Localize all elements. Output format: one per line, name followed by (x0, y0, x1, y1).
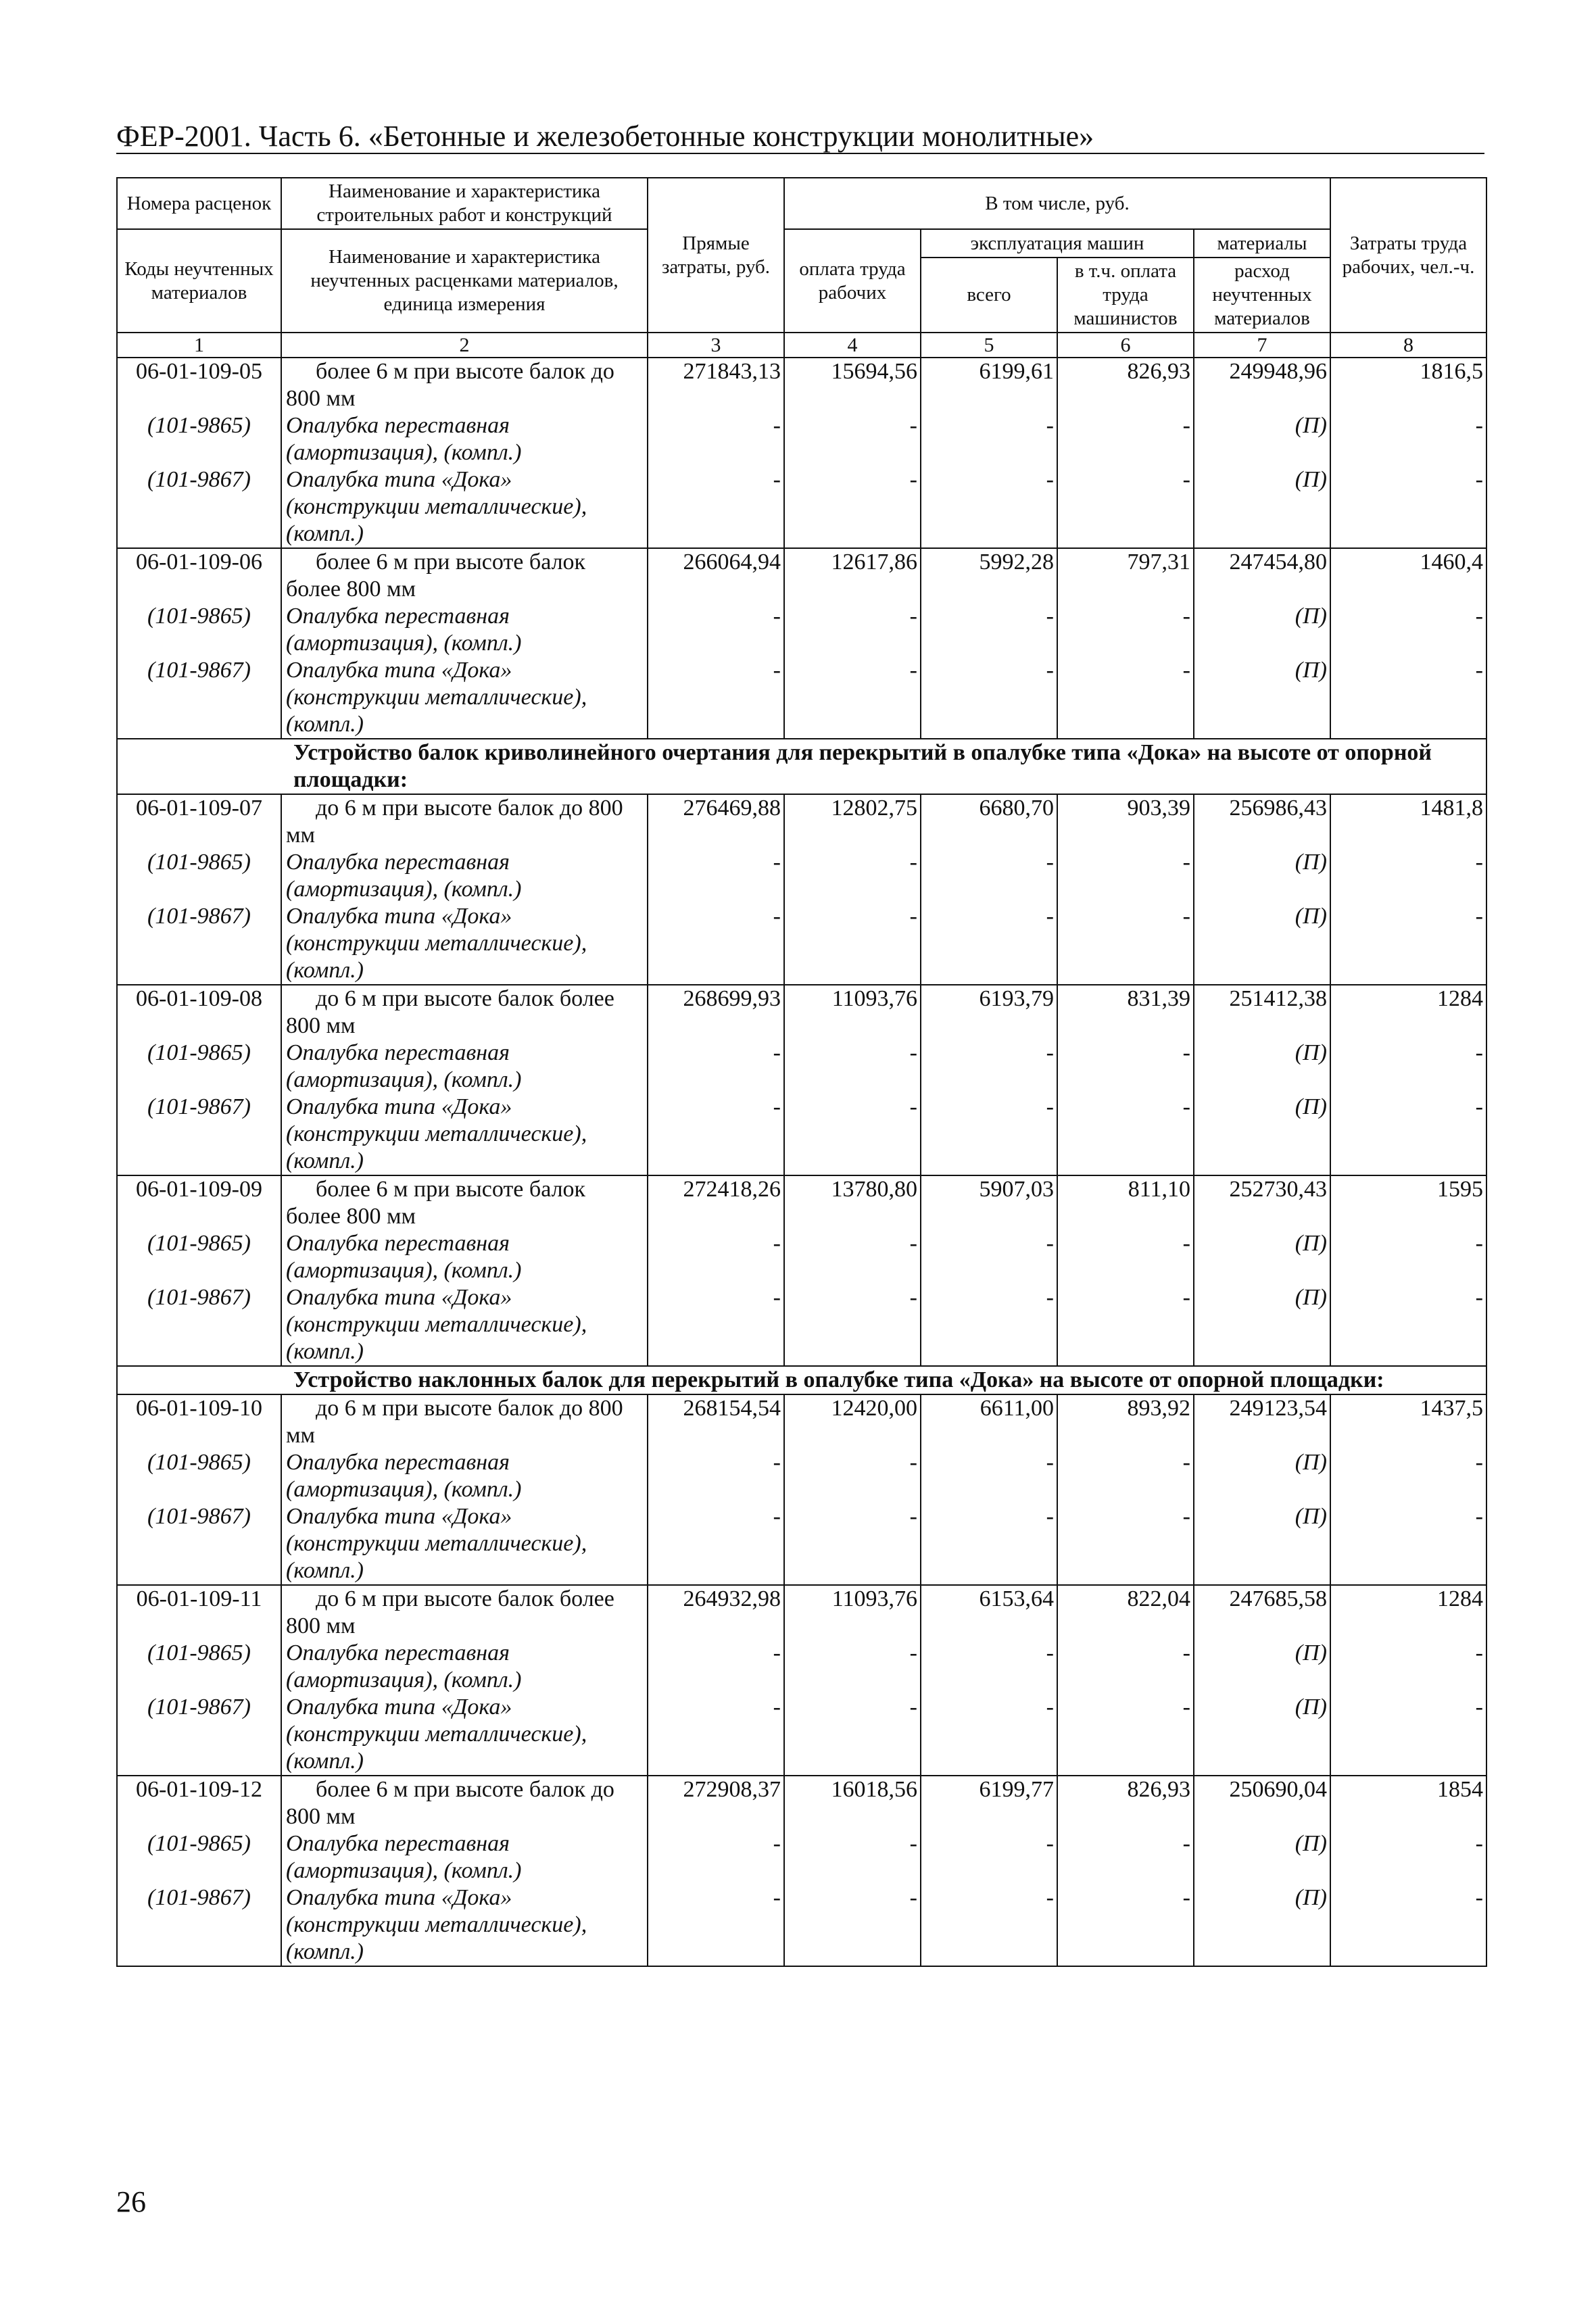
machines-total-cell: - (921, 903, 1057, 985)
labor-hours-cell: - (1330, 1884, 1486, 1966)
materials-cell: (П) (1194, 1040, 1330, 1094)
material-code: (101-9867) (117, 1284, 281, 1366)
machines-total-cell: 5992,28 (921, 548, 1057, 603)
machines-total-cell: 6193,79 (921, 985, 1057, 1040)
materials-cell: 252730,43 (1194, 1175, 1330, 1230)
material-description: Опалубка типа «Дока» (конструкции металлические), (компл.) (281, 1094, 648, 1175)
rate-row (117, 1585, 1486, 1640)
operators-pay-cell: - (1057, 1503, 1194, 1585)
machines-total-cell: - (921, 1830, 1057, 1884)
materials-cell: (П) (1194, 657, 1330, 739)
operators-pay-cell: - (1057, 466, 1194, 548)
column-number-row (117, 333, 1486, 358)
material-code: (101-9865) (117, 849, 281, 903)
direct-costs-cell: - (648, 466, 784, 548)
material-code: (101-9865) (117, 1830, 281, 1884)
labor-hours-cell: - (1330, 1640, 1486, 1694)
operators-pay-cell: - (1057, 412, 1194, 466)
labor-hours-cell: 1595 (1330, 1175, 1486, 1230)
labor-hours-cell: - (1330, 1694, 1486, 1776)
rate-code: 06-01-109-12 (117, 1776, 281, 1830)
direct-costs-cell: 271843,13 (648, 358, 784, 412)
material-code: (101-9867) (117, 1884, 281, 1966)
labor-hours-cell: - (1330, 466, 1486, 548)
section-heading: Устройство балок криволинейного очертания для перекрытий в опалубке типа «Дока» на высоте от опорной площадки: (117, 739, 1486, 794)
material-description: Опалубка переставная (амортизация), (компл.) (281, 1640, 648, 1694)
labor-pay-cell: - (784, 849, 921, 903)
header-machines: эксплуатация машин (921, 229, 1194, 258)
section-heading-row (117, 739, 1486, 794)
labor-pay-cell: - (784, 1884, 921, 1966)
direct-costs-cell: 268699,93 (648, 985, 784, 1040)
operators-pay-cell: - (1057, 1094, 1194, 1175)
machines-total-cell: - (921, 1449, 1057, 1503)
header-direct-costs: Прямые затраты, руб. (648, 178, 784, 333)
direct-costs-cell: - (648, 1884, 784, 1966)
operators-pay-cell: - (1057, 903, 1194, 985)
material-code: (101-9865) (117, 603, 281, 657)
material-description: Опалубка переставная (амортизация), (компл.) (281, 849, 648, 903)
operators-pay-cell: 797,31 (1057, 548, 1194, 603)
material-code: (101-9867) (117, 1503, 281, 1585)
material-row (117, 466, 1486, 548)
machines-total-cell: - (921, 603, 1057, 657)
labor-pay-cell: - (784, 1694, 921, 1776)
labor-hours-cell: - (1330, 1503, 1486, 1585)
rates-table-container (116, 177, 1486, 1967)
labor-pay-cell: - (784, 1503, 921, 1585)
direct-costs-cell: 264932,98 (648, 1585, 784, 1640)
operators-pay-cell: - (1057, 1830, 1194, 1884)
material-description: Опалубка типа «Дока» (конструкции металлические), (компл.) (281, 1694, 648, 1776)
materials-cell: 247454,80 (1194, 548, 1330, 603)
labor-hours-cell: 1816,5 (1330, 358, 1486, 412)
direct-costs-cell: - (648, 1449, 784, 1503)
material-row (117, 1830, 1486, 1884)
labor-pay-cell: - (784, 1640, 921, 1694)
header-name-bottom: Наименование и характеристика неучтенных расценками материалов, единица измерения (281, 229, 648, 333)
operators-pay-cell: 826,93 (1057, 1776, 1194, 1830)
labor-pay-cell: - (784, 1230, 921, 1284)
column-number: 7 (1194, 333, 1330, 358)
direct-costs-cell: - (648, 1640, 784, 1694)
header-labor-pay: оплата труда рабочих (784, 229, 921, 333)
header-machines-operators: в т.ч. оплата труда машинистов (1057, 258, 1194, 333)
labor-hours-cell: - (1330, 657, 1486, 739)
header-including: В том числе, руб. (784, 178, 1330, 229)
material-code: (101-9867) (117, 657, 281, 739)
labor-hours-cell: - (1330, 412, 1486, 466)
direct-costs-cell: 272908,37 (648, 1776, 784, 1830)
operators-pay-cell: 811,10 (1057, 1175, 1194, 1230)
materials-cell: (П) (1194, 1449, 1330, 1503)
operators-pay-cell: 903,39 (1057, 794, 1194, 849)
materials-cell: 249123,54 (1194, 1394, 1330, 1449)
materials-cell: (П) (1194, 466, 1330, 548)
machines-total-cell: - (921, 1694, 1057, 1776)
labor-hours-cell: 1284 (1330, 985, 1486, 1040)
rate-code: 06-01-109-10 (117, 1394, 281, 1449)
material-description: Опалубка типа «Дока» (конструкции металлические), (компл.) (281, 1284, 648, 1366)
rate-code: 06-01-109-11 (117, 1585, 281, 1640)
material-description: Опалубка типа «Дока» (конструкции металлические), (компл.) (281, 466, 648, 548)
materials-cell: (П) (1194, 1230, 1330, 1284)
labor-pay-cell: 13780,80 (784, 1175, 921, 1230)
rate-row (117, 358, 1486, 412)
page-number: 26 (116, 2185, 146, 2218)
material-code: (101-9865) (117, 412, 281, 466)
material-description: Опалубка типа «Дока» (конструкции металлические), (компл.) (281, 1884, 648, 1966)
rate-row (117, 1175, 1486, 1230)
labor-hours-cell: - (1330, 1040, 1486, 1094)
direct-costs-cell: - (648, 603, 784, 657)
work-description: более 6 м при высоте балок более 800 мм (281, 548, 648, 603)
header-machines-total: всего (921, 258, 1057, 333)
direct-costs-cell: 276469,88 (648, 794, 784, 849)
header-labor-costs: Затраты труда рабочих, чел.-ч. (1330, 178, 1486, 333)
labor-pay-cell: 12420,00 (784, 1394, 921, 1449)
operators-pay-cell: - (1057, 1884, 1194, 1966)
material-row (117, 1094, 1486, 1175)
material-row (117, 1640, 1486, 1694)
operators-pay-cell: 831,39 (1057, 985, 1194, 1040)
machines-total-cell: - (921, 657, 1057, 739)
work-description: до 6 м при высоте балок до 800 мм (281, 794, 648, 849)
operators-pay-cell: - (1057, 1449, 1194, 1503)
labor-pay-cell: - (784, 603, 921, 657)
material-row (117, 1694, 1486, 1776)
table-header (117, 178, 1486, 358)
material-code: (101-9867) (117, 1694, 281, 1776)
materials-cell: (П) (1194, 1830, 1330, 1884)
machines-total-cell: 6153,64 (921, 1585, 1057, 1640)
material-row (117, 412, 1486, 466)
labor-hours-cell: - (1330, 1284, 1486, 1366)
materials-cell: (П) (1194, 1884, 1330, 1966)
materials-cell: (П) (1194, 1694, 1330, 1776)
material-row (117, 1449, 1486, 1503)
material-row (117, 1503, 1486, 1585)
rates-table (116, 177, 1487, 1967)
material-code: (101-9865) (117, 1640, 281, 1694)
header-name-top: Наименование и характеристика строительных работ и конструкций (281, 178, 648, 229)
material-description: Опалубка переставная (амортизация), (компл.) (281, 1830, 648, 1884)
work-description: более 6 м при высоте балок до 800 мм (281, 1776, 648, 1830)
header-materials-unaccounted: расход неучтенных материалов (1194, 258, 1330, 333)
machines-total-cell: 6611,00 (921, 1394, 1057, 1449)
machines-total-cell: - (921, 1640, 1057, 1694)
direct-costs-cell: - (648, 1230, 784, 1284)
materials-cell: (П) (1194, 1503, 1330, 1585)
labor-hours-cell: 1437,5 (1330, 1394, 1486, 1449)
direct-costs-cell: - (648, 903, 784, 985)
direct-costs-cell: 272418,26 (648, 1175, 784, 1230)
rate-code: 06-01-109-09 (117, 1175, 281, 1230)
labor-pay-cell: - (784, 1040, 921, 1094)
material-code: (101-9867) (117, 1094, 281, 1175)
material-row (117, 1230, 1486, 1284)
material-code: (101-9865) (117, 1040, 281, 1094)
rate-code: 06-01-109-06 (117, 548, 281, 603)
work-description: до 6 м при высоте балок до 800 мм (281, 1394, 648, 1449)
direct-costs-cell: 266064,94 (648, 548, 784, 603)
operators-pay-cell: - (1057, 849, 1194, 903)
machines-total-cell: 5907,03 (921, 1175, 1057, 1230)
header-codes-bottom: Коды неучтенных материалов (117, 229, 281, 333)
labor-hours-cell: 1854 (1330, 1776, 1486, 1830)
rate-row (117, 1394, 1486, 1449)
labor-hours-cell: - (1330, 1830, 1486, 1884)
labor-hours-cell: - (1330, 903, 1486, 985)
material-description: Опалубка переставная (амортизация), (компл.) (281, 603, 648, 657)
work-description: более 6 м при высоте балок более 800 мм (281, 1175, 648, 1230)
column-number: 4 (784, 333, 921, 358)
column-number: 1 (117, 333, 281, 358)
material-description: Опалубка переставная (амортизация), (компл.) (281, 1449, 648, 1503)
operators-pay-cell: - (1057, 1640, 1194, 1694)
work-description: до 6 м при высоте балок более 800 мм (281, 1585, 648, 1640)
direct-costs-cell: 268154,54 (648, 1394, 784, 1449)
direct-costs-cell: - (648, 1094, 784, 1175)
column-number: 3 (648, 333, 784, 358)
direct-costs-cell: - (648, 1694, 784, 1776)
labor-pay-cell: 15694,56 (784, 358, 921, 412)
rate-code: 06-01-109-08 (117, 985, 281, 1040)
material-description: Опалубка типа «Дока» (конструкции металлические), (компл.) (281, 1503, 648, 1585)
column-number: 2 (281, 333, 648, 358)
labor-hours-cell: - (1330, 1230, 1486, 1284)
labor-pay-cell: - (784, 1284, 921, 1366)
machines-total-cell: - (921, 412, 1057, 466)
material-row (117, 1884, 1486, 1966)
material-row (117, 849, 1486, 903)
operators-pay-cell: 822,04 (1057, 1585, 1194, 1640)
operators-pay-cell: - (1057, 1694, 1194, 1776)
materials-cell: 249948,96 (1194, 358, 1330, 412)
column-number: 8 (1330, 333, 1486, 358)
material-code: (101-9867) (117, 466, 281, 548)
machines-total-cell: - (921, 1284, 1057, 1366)
labor-hours-cell: - (1330, 603, 1486, 657)
labor-hours-cell: - (1330, 1094, 1486, 1175)
materials-cell: 247685,58 (1194, 1585, 1330, 1640)
header-codes-top: Номера расценок (117, 178, 281, 229)
work-description: более 6 м при высоте балок до 800 мм (281, 358, 648, 412)
direct-costs-cell: - (648, 1284, 784, 1366)
direct-costs-cell: - (648, 849, 784, 903)
work-description: до 6 м при высоте балок более 800 мм (281, 985, 648, 1040)
labor-hours-cell: 1460,4 (1330, 548, 1486, 603)
column-number: 6 (1057, 333, 1194, 358)
machines-total-cell: 6199,77 (921, 1776, 1057, 1830)
material-row (117, 1284, 1486, 1366)
rate-row (117, 794, 1486, 849)
labor-pay-cell: - (784, 1449, 921, 1503)
operators-pay-cell: - (1057, 1284, 1194, 1366)
header-materials: материалы (1194, 229, 1330, 258)
material-description: Опалубка типа «Дока» (конструкции металлические), (компл.) (281, 903, 648, 985)
labor-pay-cell: 12802,75 (784, 794, 921, 849)
labor-pay-cell: 16018,56 (784, 1776, 921, 1830)
direct-costs-cell: - (648, 1830, 784, 1884)
labor-pay-cell: - (784, 903, 921, 985)
machines-total-cell: - (921, 1503, 1057, 1585)
direct-costs-cell: - (648, 412, 784, 466)
material-description: Опалубка переставная (амортизация), (компл.) (281, 412, 648, 466)
labor-hours-cell: - (1330, 1449, 1486, 1503)
machines-total-cell: - (921, 1230, 1057, 1284)
material-row (117, 603, 1486, 657)
materials-cell: (П) (1194, 849, 1330, 903)
machines-total-cell: - (921, 1094, 1057, 1175)
operators-pay-cell: - (1057, 1040, 1194, 1094)
material-code: (101-9867) (117, 903, 281, 985)
direct-costs-cell: - (648, 1503, 784, 1585)
labor-pay-cell: - (784, 1830, 921, 1884)
machines-total-cell: 6680,70 (921, 794, 1057, 849)
materials-cell: (П) (1194, 603, 1330, 657)
material-row (117, 1040, 1486, 1094)
operators-pay-cell: - (1057, 657, 1194, 739)
section-heading: Устройство наклонных балок для перекрытий в опалубке типа «Дока» на высоте от опорной площадки: (117, 1366, 1486, 1394)
labor-hours-cell: - (1330, 849, 1486, 903)
labor-pay-cell: 11093,76 (784, 985, 921, 1040)
materials-cell: 250690,04 (1194, 1776, 1330, 1830)
table-body (117, 358, 1486, 1966)
material-row (117, 903, 1486, 985)
rate-row (117, 1776, 1486, 1830)
direct-costs-cell: - (648, 657, 784, 739)
material-description: Опалубка переставная (амортизация), (компл.) (281, 1040, 648, 1094)
rate-row (117, 548, 1486, 603)
rate-code: 06-01-109-05 (117, 358, 281, 412)
machines-total-cell: - (921, 466, 1057, 548)
machines-total-cell: - (921, 849, 1057, 903)
materials-cell: (П) (1194, 1640, 1330, 1694)
operators-pay-cell: 893,92 (1057, 1394, 1194, 1449)
operators-pay-cell: 826,93 (1057, 358, 1194, 412)
column-number: 5 (921, 333, 1057, 358)
operators-pay-cell: - (1057, 603, 1194, 657)
material-description: Опалубка типа «Дока» (конструкции металлические), (компл.) (281, 657, 648, 739)
rate-row (117, 985, 1486, 1040)
materials-cell: (П) (1194, 1284, 1330, 1366)
labor-hours-cell: 1284 (1330, 1585, 1486, 1640)
rate-code: 06-01-109-07 (117, 794, 281, 849)
running-head: ФЕР-2001. Часть 6. «Бетонные и железобетонные конструкции монолитные» (116, 120, 1094, 153)
labor-pay-cell: - (784, 1094, 921, 1175)
material-description: Опалубка переставная (амортизация), (компл.) (281, 1230, 648, 1284)
operators-pay-cell: - (1057, 1230, 1194, 1284)
material-code: (101-9865) (117, 1230, 281, 1284)
materials-cell: 251412,38 (1194, 985, 1330, 1040)
section-heading-row (117, 1366, 1486, 1394)
labor-pay-cell: 11093,76 (784, 1585, 921, 1640)
materials-cell: 256986,43 (1194, 794, 1330, 849)
labor-pay-cell: 12617,86 (784, 548, 921, 603)
machines-total-cell: - (921, 1040, 1057, 1094)
materials-cell: (П) (1194, 903, 1330, 985)
direct-costs-cell: - (648, 1040, 784, 1094)
labor-pay-cell: - (784, 657, 921, 739)
labor-pay-cell: - (784, 412, 921, 466)
labor-hours-cell: 1481,8 (1330, 794, 1486, 849)
machines-total-cell: - (921, 1884, 1057, 1966)
header-rule (116, 153, 1484, 154)
machines-total-cell: 6199,61 (921, 358, 1057, 412)
material-code: (101-9865) (117, 1449, 281, 1503)
materials-cell: (П) (1194, 412, 1330, 466)
materials-cell: (П) (1194, 1094, 1330, 1175)
material-row (117, 657, 1486, 739)
labor-pay-cell: - (784, 466, 921, 548)
